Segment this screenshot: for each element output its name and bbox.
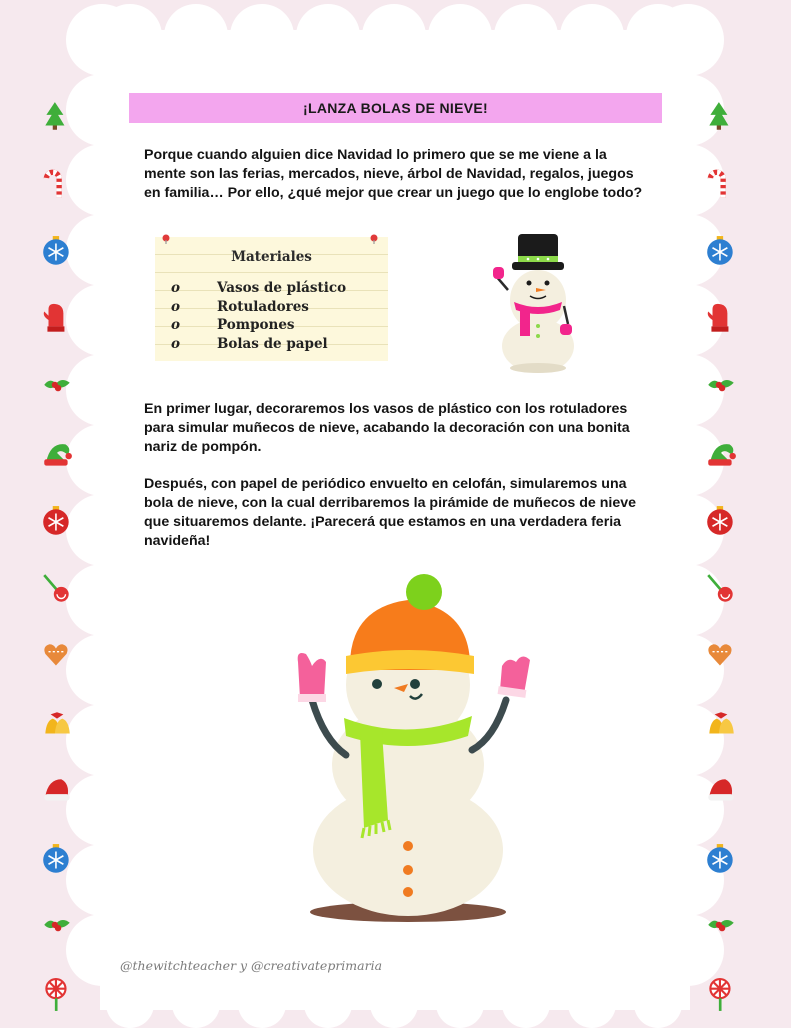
page-title: ¡LANZA BOLAS DE NIEVE! bbox=[129, 93, 662, 123]
santa-hat-icon bbox=[42, 775, 72, 809]
scallop-shape bbox=[106, 980, 154, 1028]
scallop-shape bbox=[560, 4, 624, 68]
step-two-paragraph: Después, con papel de periódico envuelto en celofán, simularemos una bola de nieve, con la cual derribaremos la pirámide de muñecos de nieve que situaremos delante. ¡Parecerá que estamos en una verdadera feria navideña! bbox=[144, 476, 637, 549]
materials-heading: Materiales bbox=[231, 249, 312, 265]
scallop-shape bbox=[172, 980, 220, 1028]
scallop-shape bbox=[66, 914, 138, 986]
large-snowman-illustration bbox=[276, 570, 536, 925]
bells-icon bbox=[706, 708, 736, 742]
scallop-shape bbox=[230, 4, 294, 68]
gingerbread-heart-icon bbox=[706, 640, 736, 674]
lollipop-icon bbox=[706, 573, 736, 607]
intro-paragraph: Porque cuando alguien dice Navidad lo primero que se me viene a la mente son las ferias, mercados, nieve, árbol de Navidad, regalos, juegos en familia… Por ello, ¿qué mejor que crear un juego que lo englobe todo? bbox=[144, 147, 643, 201]
peppermint-lollipop-icon bbox=[42, 978, 72, 1012]
blue-ornament-icon bbox=[42, 235, 72, 269]
pushpin-icon bbox=[369, 234, 379, 244]
scallop-shape bbox=[370, 980, 418, 1028]
scallop-shape bbox=[66, 634, 138, 706]
holly-icon bbox=[42, 910, 72, 944]
gingerbread-heart-icon bbox=[42, 640, 72, 674]
blue-ornament-icon bbox=[706, 235, 736, 269]
scallop-shape bbox=[66, 214, 138, 286]
list-item: o Vasos de plástico bbox=[171, 280, 347, 296]
small-snowman-illustration bbox=[488, 228, 588, 374]
blue-ornament-icon bbox=[706, 843, 736, 877]
elf-hat-icon bbox=[42, 438, 72, 472]
scallop-shape bbox=[98, 4, 162, 68]
list-item: o Bolas de papel bbox=[171, 336, 328, 352]
scallop-shape bbox=[304, 980, 352, 1028]
scallop-shape bbox=[66, 564, 138, 636]
pushpin-icon bbox=[161, 234, 171, 244]
step-one-paragraph: En primer lugar, decoraremos los vasos de plástico con los rotuladores para simular muñecos de nieve, acabando la decoración con una bonita nariz de pompón. bbox=[144, 401, 630, 455]
scallop-shape bbox=[66, 284, 138, 356]
scallop-shape bbox=[66, 144, 138, 216]
peppermint-lollipop-icon bbox=[706, 978, 736, 1012]
candy-cane-icon bbox=[706, 168, 736, 202]
credit-text: @thewitchteacher y @creativateprimaria bbox=[120, 958, 383, 973]
tree-icon bbox=[706, 100, 736, 134]
scallop-shape bbox=[66, 74, 138, 146]
scallop-shape bbox=[494, 4, 558, 68]
holly-icon bbox=[42, 370, 72, 404]
scallop-shape bbox=[66, 774, 138, 846]
tree-icon bbox=[42, 100, 72, 134]
list-item: o Pompones bbox=[171, 317, 295, 333]
bells-icon bbox=[42, 708, 72, 742]
scallop-shape bbox=[296, 4, 360, 68]
santa-hat-icon bbox=[706, 775, 736, 809]
lollipop-icon bbox=[42, 573, 72, 607]
scallop-shape bbox=[428, 4, 492, 68]
scallop-shape bbox=[66, 354, 138, 426]
elf-hat-icon bbox=[706, 438, 736, 472]
candy-cane-icon bbox=[42, 168, 72, 202]
scallop-shape bbox=[66, 494, 138, 566]
materials-note bbox=[155, 237, 388, 361]
blue-ornament-icon bbox=[42, 843, 72, 877]
holly-icon bbox=[706, 910, 736, 944]
red-ornament-icon bbox=[42, 505, 72, 539]
red-ornament-icon bbox=[706, 505, 736, 539]
scallop-shape bbox=[626, 4, 690, 68]
scallop-shape bbox=[66, 424, 138, 496]
scallop-shape bbox=[436, 980, 484, 1028]
scallop-shape bbox=[568, 980, 616, 1028]
list-item: o Rotuladores bbox=[171, 299, 309, 315]
scallop-shape bbox=[66, 704, 138, 776]
scallop-shape bbox=[164, 4, 228, 68]
mitten-icon bbox=[42, 303, 72, 337]
scallop-shape bbox=[634, 980, 682, 1028]
scallop-shape bbox=[502, 980, 550, 1028]
holly-icon bbox=[706, 370, 736, 404]
scallop-shape bbox=[66, 844, 138, 916]
mitten-icon bbox=[706, 303, 736, 337]
scallop-shape bbox=[238, 980, 286, 1028]
scallop-shape bbox=[362, 4, 426, 68]
